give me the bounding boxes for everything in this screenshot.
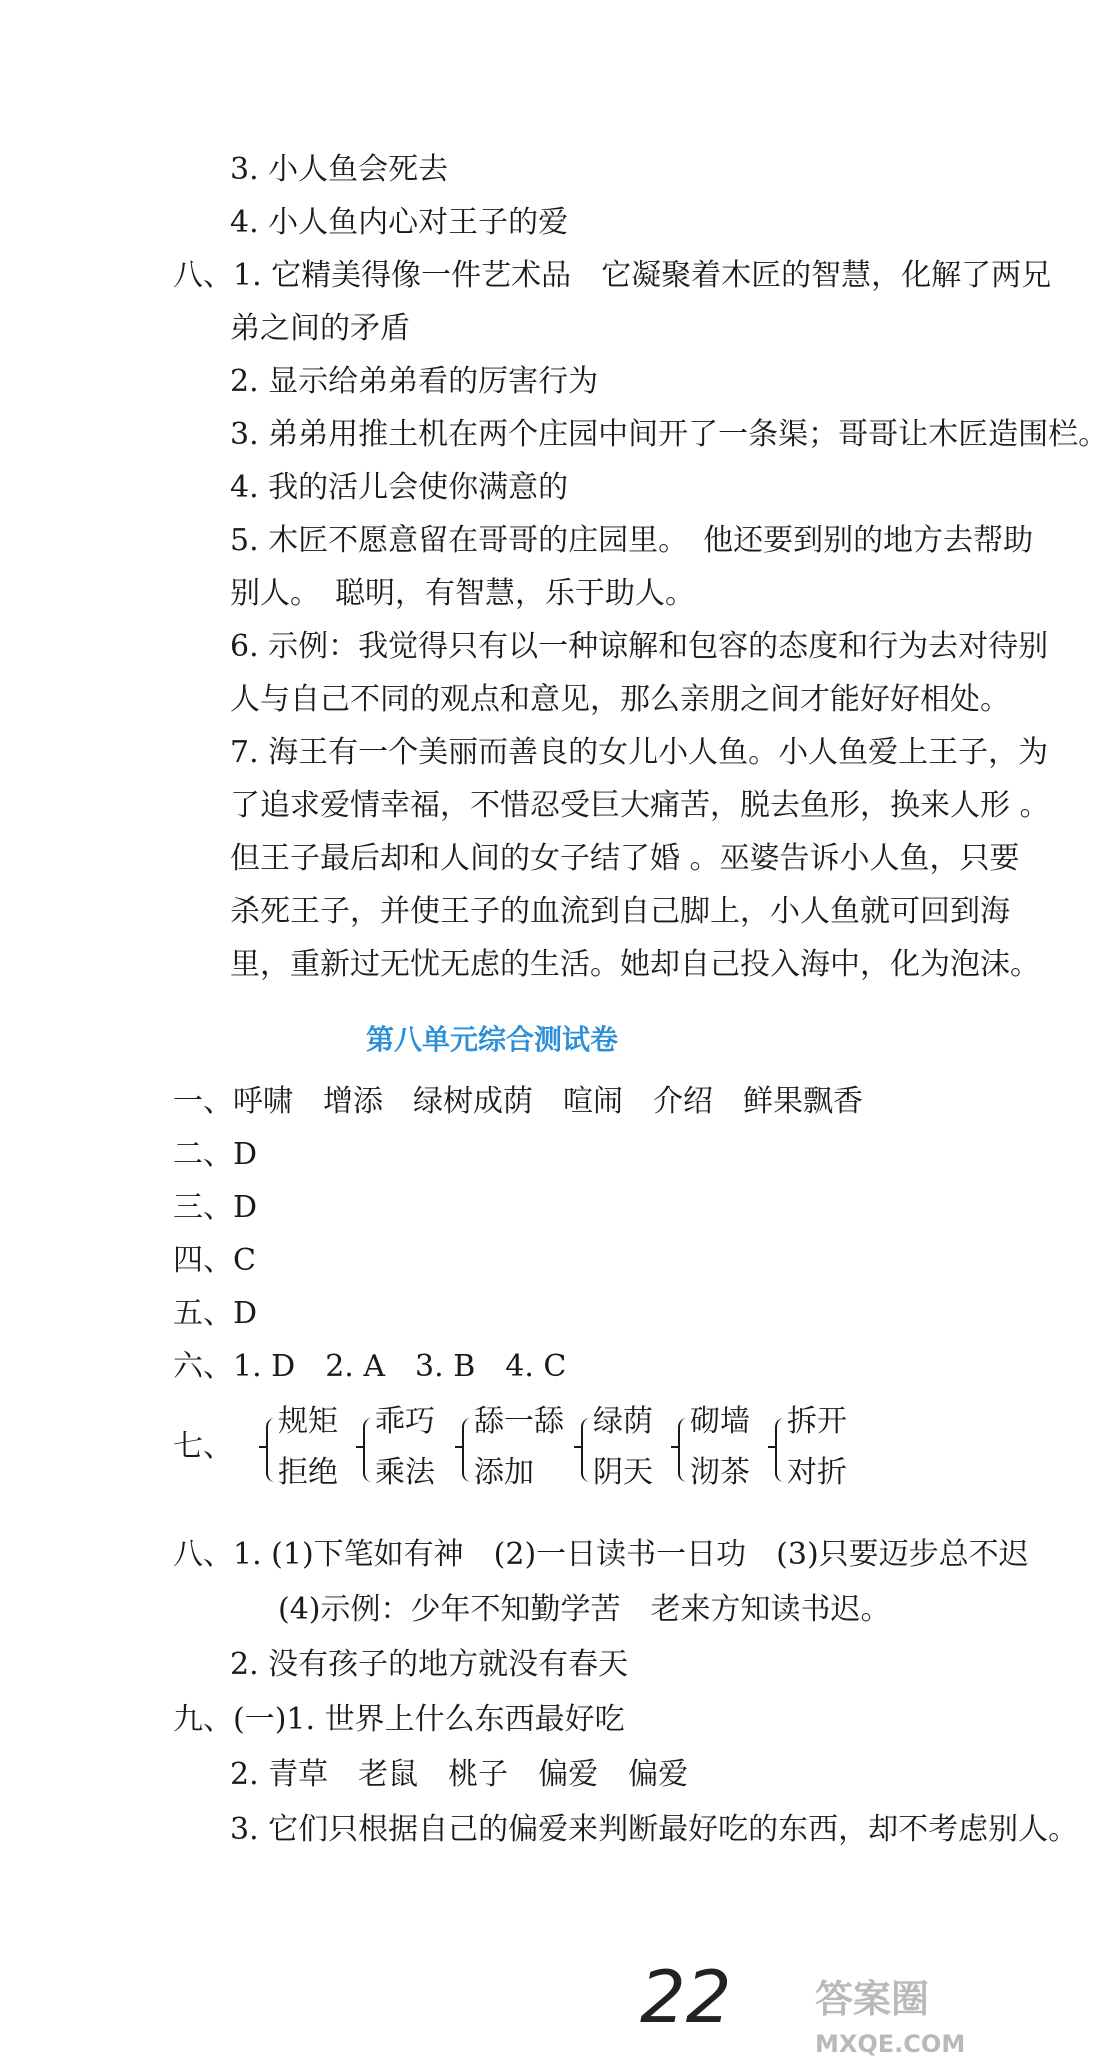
- question-seven-prefix: 七、: [173, 1429, 233, 1464]
- watermark-url: MXQE.COM: [815, 2030, 966, 2058]
- answer-line: 3. 它们只根据自己的偏爱来判断最好吃的东西，却不考虑别人。: [230, 1812, 1079, 1847]
- answer-line: 一、呼啸 增添 绿树成荫 喧闹 介绍 鲜果飘香: [173, 1084, 863, 1119]
- answer-line: 二、D: [173, 1137, 258, 1172]
- answer-line: 八、1. 它精美得像一件艺术品 它凝聚着木匠的智慧，化解了两兄: [173, 258, 1052, 293]
- answer-line: 3. 弟弟用推土机在两个庄园中间开了一条渠；哥哥让木匠造围栏。: [230, 417, 1108, 452]
- answer-line: 人与自己不同的观点和意见，那么亲朋之间才能好好相处。: [230, 682, 1010, 717]
- brace: [775, 1418, 787, 1482]
- answer-line: 杀死王子，并使王子的血流到自己脚上，小人鱼就可回到海: [230, 894, 1010, 929]
- pair-bottom: 添加: [474, 1455, 534, 1490]
- pair-bottom: 沏茶: [690, 1455, 750, 1490]
- brace: [462, 1418, 474, 1482]
- answer-line: 3. 小人鱼会死去: [230, 152, 449, 187]
- answer-line: 里，重新过无忧无虑的生活。她却自己投入海中，化为泡沫。: [230, 947, 1040, 982]
- answer-line: 六、1. D 2. A 3. B 4. C: [173, 1349, 567, 1384]
- pair-bottom: 阴天: [593, 1455, 653, 1490]
- answer-line: 九、(一)1. 世界上什么东西最好吃: [173, 1702, 625, 1737]
- answer-line: (4)示例：少年不知勤学苦 老来方知读书迟。: [278, 1592, 891, 1627]
- answer-line: 但王子最后却和人间的女子结了婚 。巫婆告诉小人鱼，只要: [230, 841, 1020, 876]
- pair-bottom: 拒绝: [278, 1455, 338, 1490]
- brace: [266, 1418, 278, 1482]
- answer-line: 别人。 聪明，有智慧，乐于助人。: [230, 576, 695, 611]
- answer-line: 4. 小人鱼内心对王子的爱: [230, 205, 569, 240]
- answer-line: 2. 青草 老鼠 桃子 偏爱 偏爱: [230, 1757, 689, 1792]
- pair-top: 绿荫: [593, 1404, 653, 1439]
- answer-line: 三、D: [173, 1190, 258, 1225]
- answer-line: 4. 我的活儿会使你满意的: [230, 470, 569, 505]
- pair-top: 拆开: [787, 1404, 847, 1439]
- brace: [363, 1418, 375, 1482]
- section-title: 第八单元综合测试卷: [366, 1023, 619, 1056]
- answer-line: 2. 没有孩子的地方就没有春天: [230, 1647, 629, 1682]
- pair-bottom: 对折: [787, 1455, 847, 1490]
- pair-top: 乖巧: [375, 1404, 435, 1439]
- answer-line: 四、C: [173, 1243, 256, 1278]
- pair-top: 舔一舔: [474, 1404, 564, 1439]
- answer-line: 2. 显示给弟弟看的厉害行为: [230, 364, 599, 399]
- pair-top: 规矩: [278, 1404, 338, 1439]
- answer-line: 7. 海王有一个美丽而善良的女儿小人鱼。小人鱼爱上王子，为: [230, 735, 1049, 770]
- answer-line: 弟之间的矛盾: [230, 311, 410, 346]
- answer-line: 八、1. (1)下笔如有神 (2)一日读书一日功 (3)只要迈步总不迟: [173, 1537, 1029, 1572]
- handwritten-page-number: 22: [640, 1955, 732, 2039]
- watermark-logo: 答案圈: [815, 1977, 930, 2021]
- answer-line: 了追求爱情幸福，不惜忍受巨大痛苦，脱去鱼形，换来人形 。: [230, 788, 1050, 823]
- brace: [678, 1418, 690, 1482]
- brace: [581, 1418, 593, 1482]
- pair-top: 砌墙: [690, 1404, 750, 1439]
- answer-line: 6. 示例：我觉得只有以一种谅解和包容的态度和行为去对待别: [230, 629, 1049, 664]
- answer-line: 5. 木匠不愿意留在哥哥的庄园里。 他还要到别的地方去帮助: [230, 523, 1034, 558]
- answer-line: 五、D: [173, 1296, 258, 1331]
- pair-bottom: 乘法: [375, 1455, 435, 1490]
